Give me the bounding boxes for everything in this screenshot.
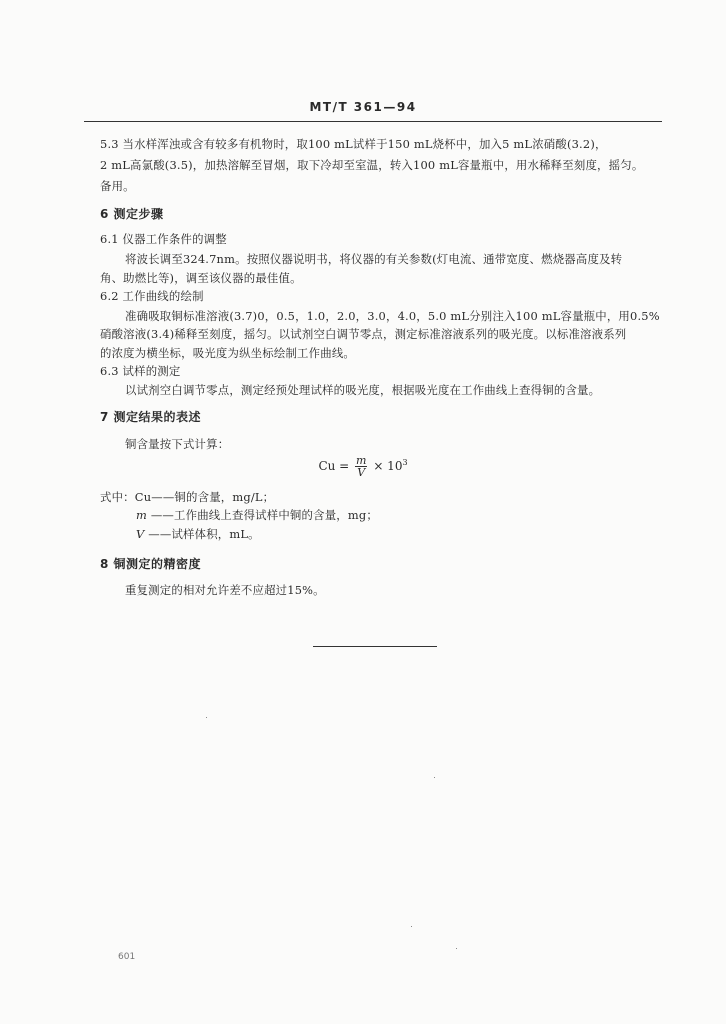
section-6-2-line2: 硝酸溶液(3.4)稀释至刻度，摇匀。以试剂空白调节零点，测定标准溶液系列的吸光度。以标准溶液系列 [100, 327, 627, 341]
section-7-heading: 7 测定结果的表述 [100, 410, 202, 424]
var-v-symbol: V [136, 527, 145, 541]
scan-speck [434, 777, 435, 778]
section-6-heading: 6 测定步骤 [100, 207, 164, 221]
section-6-1-line2: 角、助燃比等)，调至该仪器的最佳值。 [100, 271, 302, 285]
formula-exponent: 3 [402, 458, 408, 467]
header-rule [84, 121, 662, 122]
standard-code-header: MT/T 361—94 [309, 100, 417, 114]
section-5-3-line2: 2 mL高氯酸(3.5)，加热溶解至冒烟，取下冷却至室温，转入100 mL容量瓶中，用水稀释至刻度，摇匀。 [100, 158, 644, 172]
var-m-desc: ——工作曲线上查得试样中铜的含量，mg； [150, 508, 378, 522]
var-cu-symbol: Cu [134, 490, 152, 504]
section-6-2-line3: 的浓度为横坐标，吸光度为纵坐标绘制工作曲线。 [100, 346, 355, 360]
scan-speck [456, 948, 457, 949]
var-cu-desc: ——铜的含量，mg/L； [151, 490, 275, 504]
section-8-heading: 8 铜测定的精密度 [100, 557, 202, 571]
formula-numerator: m [356, 454, 367, 467]
section-6-3-heading: 6.3 试样的测定 [100, 364, 181, 378]
where-line-2 [136, 507, 378, 523]
formula-times: × 10 [373, 459, 403, 473]
copper-formula [0, 455, 726, 478]
scan-speck [411, 926, 412, 927]
section-6-2-heading: 6.2 工作曲线的绘制 [100, 289, 204, 303]
section-6-2-line1: 准确吸取铜标准溶液(3.7)0，0.5，1.0，2.0，3.0，4.0，5.0 mL分别注入100 mL容量瓶中，用0.5% [125, 309, 660, 323]
where-line-3 [136, 526, 260, 542]
formula-denominator: V [357, 466, 366, 479]
section-6-1-line1: 将波长调至324.7nm。按照仪器说明书，将仪器的有关参数(灯电流、通带宽度、燃烧器高度及转 [125, 252, 623, 266]
end-rule [313, 646, 437, 647]
where-line-1 [100, 489, 274, 505]
formula-lhs: Cu = [318, 459, 350, 473]
page-number: 601 [118, 952, 136, 962]
scan-speck [206, 717, 207, 718]
var-v-desc: ——试样体积，mL。 [148, 527, 260, 541]
formula-intro: 铜含量按下式计算： [125, 437, 230, 451]
section-6-1-heading: 6.1 仪器工作条件的调整 [100, 232, 227, 246]
where-label: 式中： [100, 490, 135, 504]
var-m-symbol: m [136, 508, 148, 522]
formula-fraction [355, 455, 367, 478]
section-6-3-line1: 以试剂空白调节零点，测定经预处理试样的吸光度，根据吸光度在工作曲线上查得铜的含量。 [125, 383, 601, 397]
section-5-3-line3: 备用。 [100, 179, 135, 193]
section-5-3-line1: 5.3 当水样浑浊或含有较多有机物时，取100 mL试样于150 mL烧杯中，加入5 mL浓硝酸(3.2)， [100, 137, 607, 151]
section-8-line1: 重复测定的相对允许差不应超过15%。 [125, 583, 325, 597]
